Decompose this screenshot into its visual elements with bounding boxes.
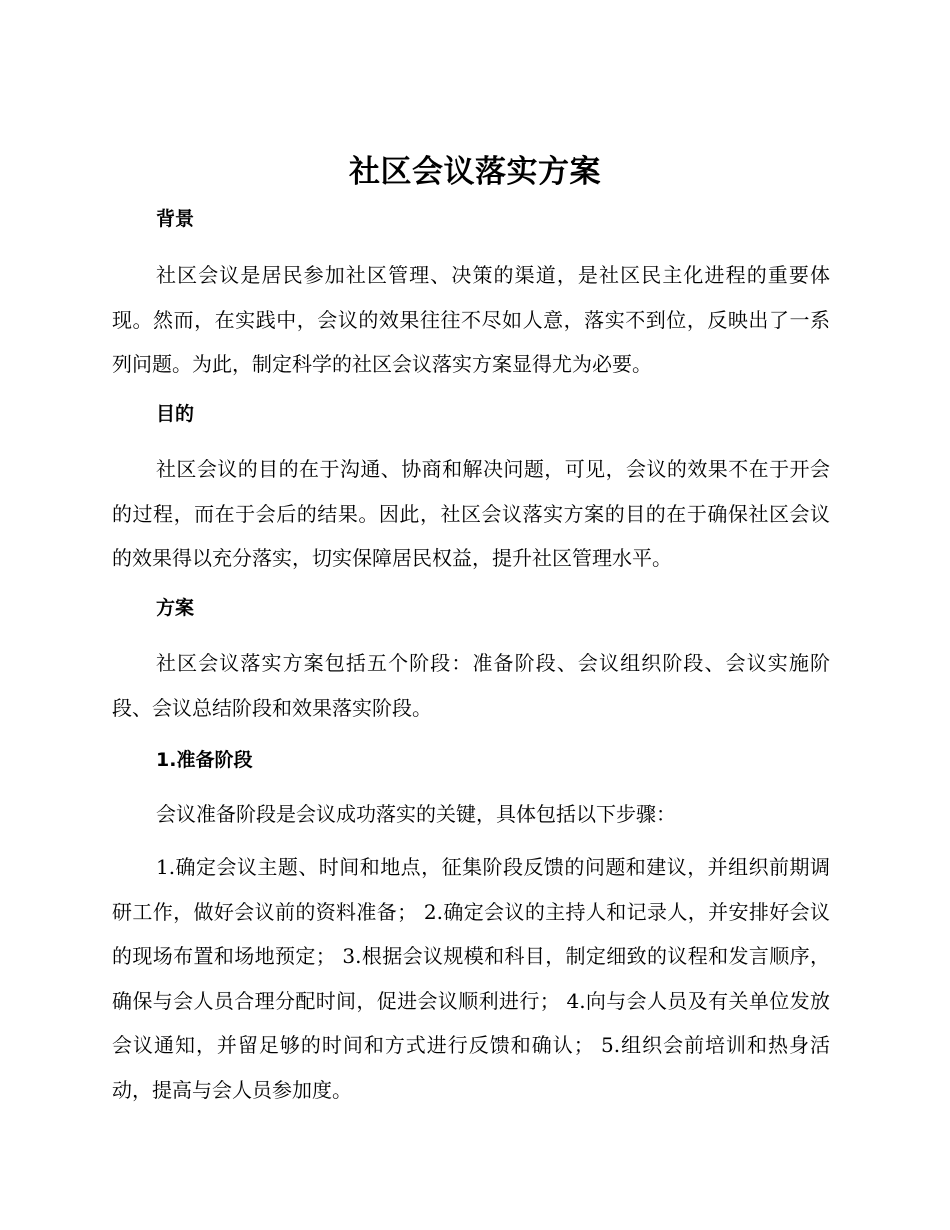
section-paragraph-background: 社区会议是居民参加社区管理、决策的渠道，是社区民主化进程的重要体现。然而，在实践中，会议的效果往往不尽如人意，落实不到位，反映出了一系列问题。为此，制定科学的社区会议落实方案显得尤为必要。 (112, 263, 830, 376)
section-heading-background: 背景 (156, 208, 195, 230)
section-heading-stage1: 1.准备阶段 (156, 749, 253, 771)
section-heading-plan: 方案 (156, 597, 195, 619)
section-heading-purpose: 目的 (156, 403, 195, 425)
section-paragraph-stage1-intro: 会议准备阶段是会议成功落实的关键，具体包括以下步骤： (156, 802, 676, 826)
section-paragraph-purpose: 社区会议的目的在于沟通、协商和解决问题，可见，会议的效果不在于开会的过程，而在于会后的结果。因此，社区会议落实方案的目的在于确保社区会议的效果得以充分落实，切实保障居民权益，提升社区管理水平。 (112, 457, 830, 570)
section-paragraph-stage1-steps: 1.确定会议主题、时间和地点，征集阶段反馈的问题和建议，并组织前期调研工作，做好会议前的资料准备； 2.确定会议的主持人和记录人，并安排好会议的现场布置和场地预定； 3.根据会议规模和科目，制定细致的议程和发言顺序，确保与会人员合理分配时间，促进会议顺利进行； 4.向与会人员及有关单位发放会议通知，并留足够的时间和方式进行反馈和确认； 5.组织会前培训和热身活动，提高与会人员参加度。 (112, 855, 830, 1102)
document-title: 社区会议落实方案 (349, 154, 601, 190)
section-paragraph-plan: 社区会议落实方案包括五个阶段：准备阶段、会议组织阶段、会议实施阶段、会议总结阶段和效果落实阶段。 (112, 651, 830, 720)
